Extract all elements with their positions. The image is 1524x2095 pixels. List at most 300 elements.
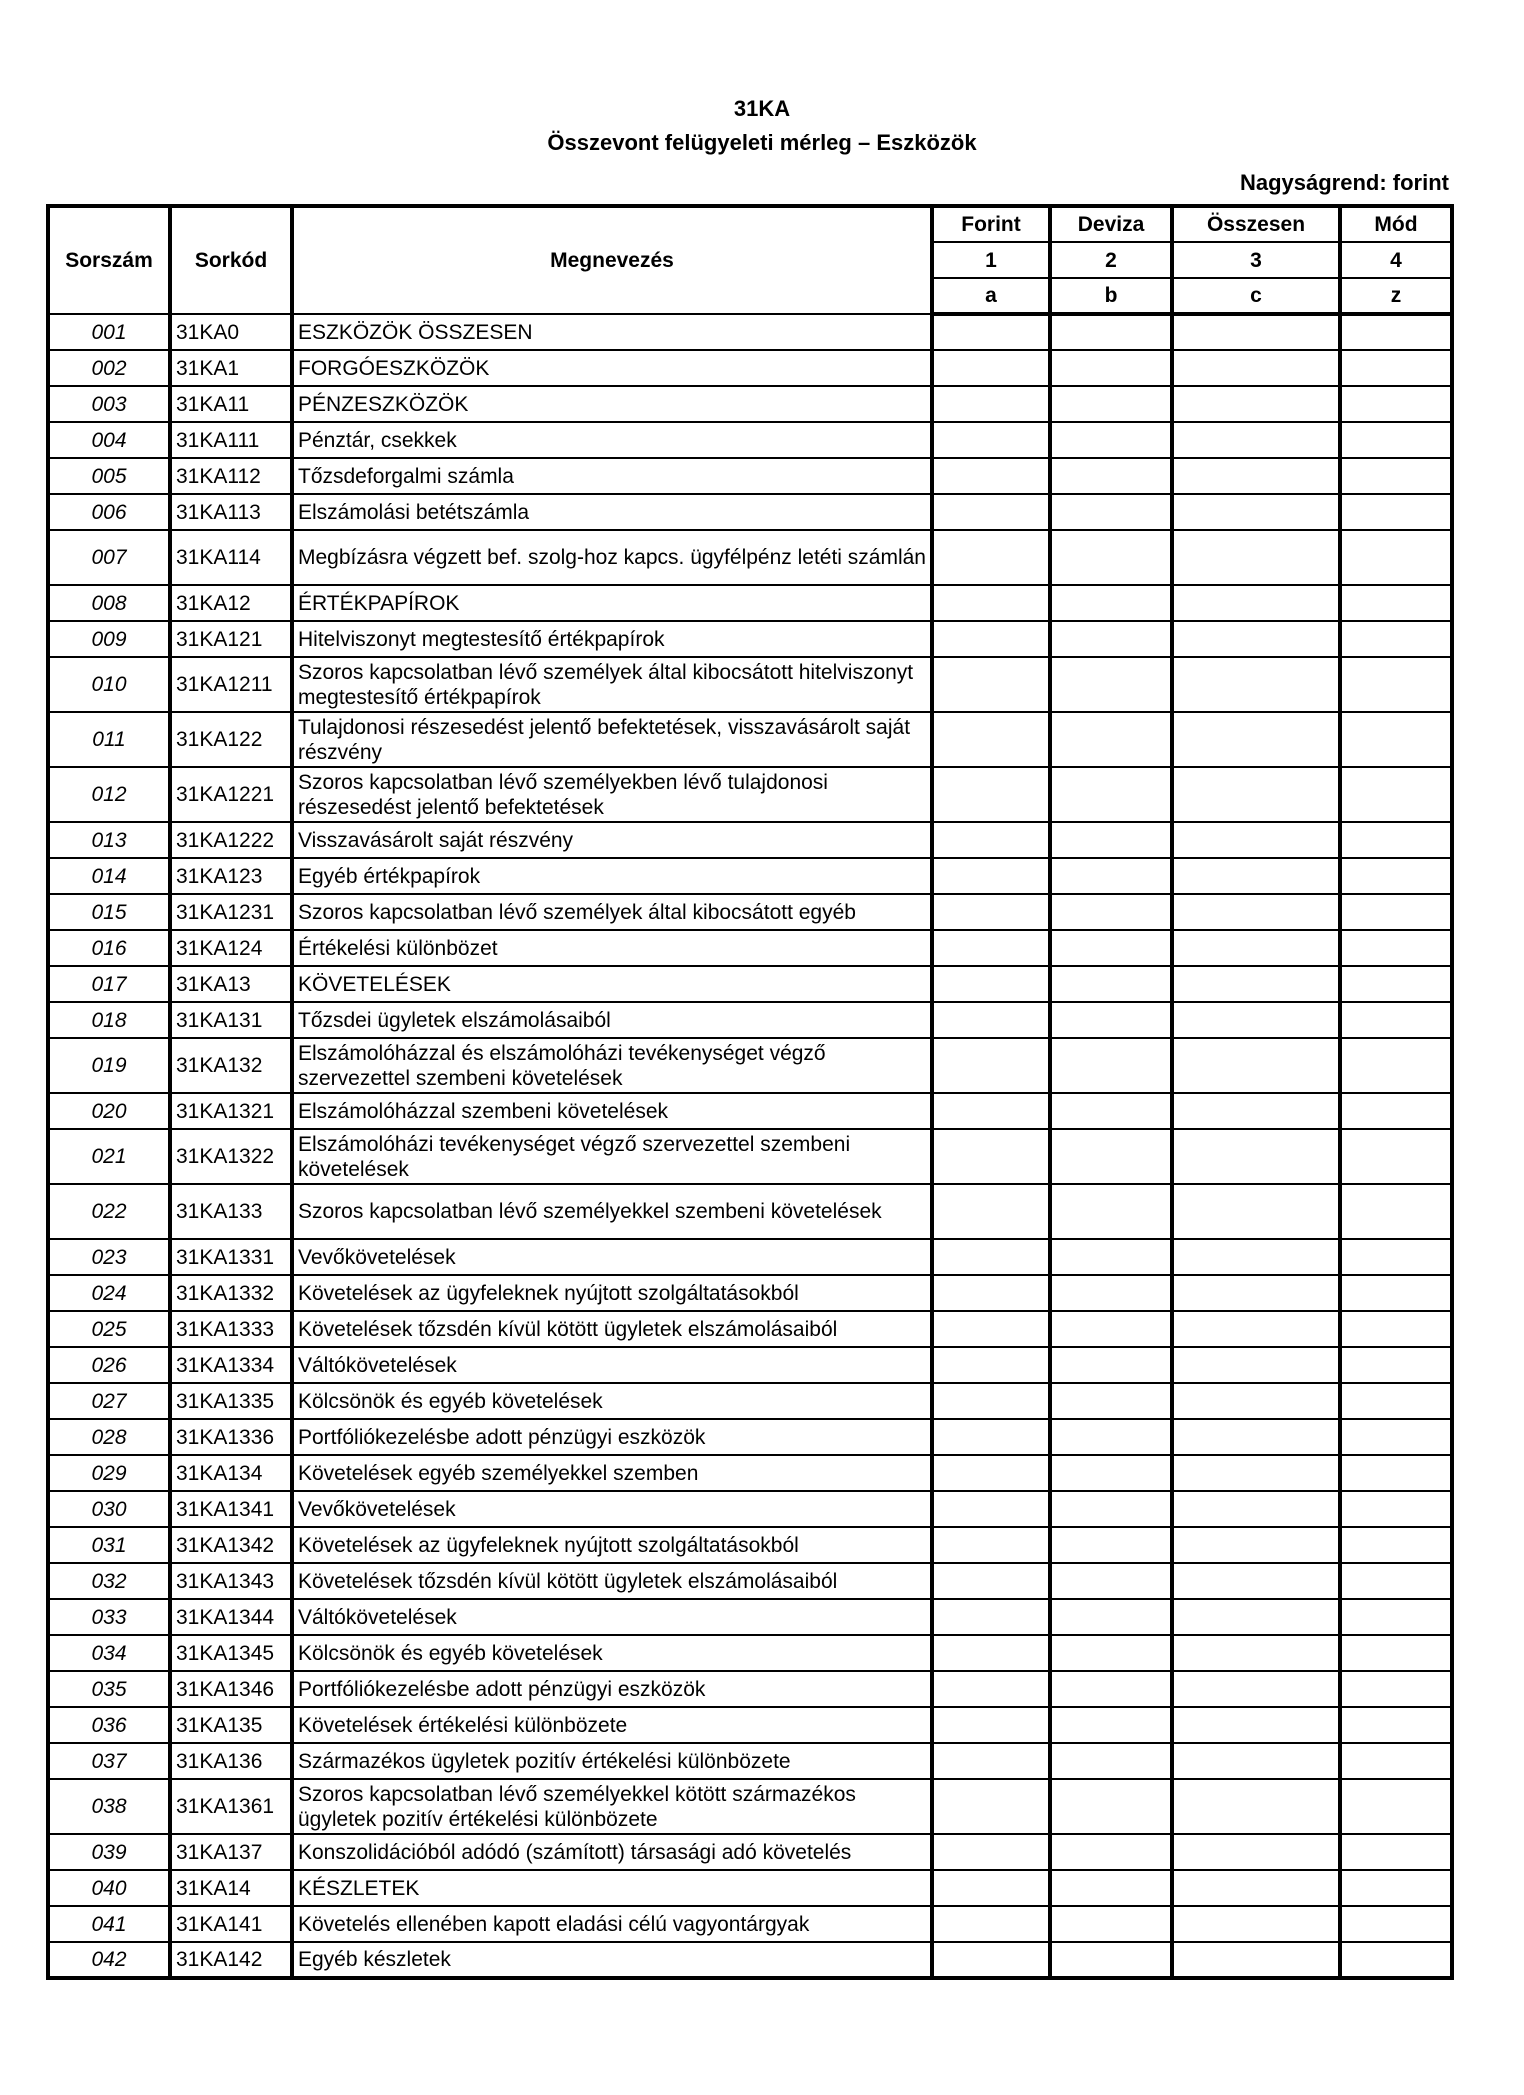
cell-deviza[interactable] <box>1050 1743 1172 1779</box>
row-name: Portfóliókezelésbe adott pénzügyi eszközök <box>292 1671 932 1707</box>
cell-osszesen[interactable] <box>1172 1347 1340 1383</box>
row-name: ÉRTÉKPAPÍROK <box>292 585 932 621</box>
cell-osszesen[interactable] <box>1172 657 1340 712</box>
cell-deviza[interactable] <box>1050 1779 1172 1834</box>
cell-mod[interactable] <box>1340 1129 1452 1184</box>
cell-mod[interactable] <box>1340 1779 1452 1834</box>
cell-osszesen[interactable] <box>1172 1002 1340 1038</box>
row-name: Hitelviszonyt megtestesítő értékpapírok <box>292 621 932 657</box>
row-number: 003 <box>48 386 170 422</box>
row-name: Kölcsönök és egyéb követelések <box>292 1635 932 1671</box>
cell-forint[interactable] <box>932 1671 1050 1707</box>
cell-osszesen[interactable] <box>1172 350 1340 386</box>
cell-mod[interactable] <box>1340 1527 1452 1563</box>
cell-osszesen[interactable] <box>1172 1184 1340 1239</box>
row-number: 011 <box>48 712 170 767</box>
cell-mod[interactable] <box>1340 1743 1452 1779</box>
cell-osszesen[interactable] <box>1172 1419 1340 1455</box>
row-code: 31KA137 <box>170 1834 292 1870</box>
row-name: Követelések tőzsdén kívül kötött ügyletek elszámolásaiból <box>292 1563 932 1599</box>
cell-deviza[interactable] <box>1050 1239 1172 1275</box>
cell-deviza[interactable] <box>1050 1707 1172 1743</box>
cell-mod[interactable] <box>1340 386 1452 422</box>
cell-forint[interactable] <box>932 1707 1050 1743</box>
cell-deviza[interactable] <box>1050 1419 1172 1455</box>
cell-deviza[interactable] <box>1050 585 1172 621</box>
cell-osszesen[interactable] <box>1172 1455 1340 1491</box>
cell-deviza[interactable] <box>1050 930 1172 966</box>
cell-deviza[interactable] <box>1050 530 1172 585</box>
cell-deviza[interactable] <box>1050 458 1172 494</box>
row-name: Egyéb készletek <box>292 1942 932 1978</box>
cell-mod[interactable] <box>1340 1906 1452 1942</box>
cell-deviza[interactable] <box>1050 494 1172 530</box>
row-number: 017 <box>48 966 170 1002</box>
cell-deviza[interactable] <box>1050 966 1172 1002</box>
row-name: PÉNZESZKÖZÖK <box>292 386 932 422</box>
cell-osszesen[interactable] <box>1172 1527 1340 1563</box>
row-name: Szoros kapcsolatban lévő személyek által kibocsátott egyéb <box>292 894 932 930</box>
table-row <box>48 494 1452 530</box>
table-row <box>48 314 1452 350</box>
cell-osszesen[interactable] <box>1172 966 1340 1002</box>
cell-forint[interactable] <box>932 494 1050 530</box>
cell-deviza[interactable] <box>1050 657 1172 712</box>
cell-deviza[interactable] <box>1050 712 1172 767</box>
row-number: 009 <box>48 621 170 657</box>
cell-mod[interactable] <box>1340 1942 1452 1978</box>
cell-forint[interactable] <box>932 1563 1050 1599</box>
cell-deviza[interactable] <box>1050 314 1172 350</box>
cell-osszesen[interactable] <box>1172 386 1340 422</box>
cell-deviza[interactable] <box>1050 1870 1172 1906</box>
cell-deviza[interactable] <box>1050 1093 1172 1129</box>
row-code: 31KA136 <box>170 1743 292 1779</box>
row-number: 014 <box>48 858 170 894</box>
cell-osszesen[interactable] <box>1172 1707 1340 1743</box>
row-number: 024 <box>48 1275 170 1311</box>
cell-osszesen[interactable] <box>1172 494 1340 530</box>
cell-osszesen[interactable] <box>1172 1129 1340 1184</box>
cell-forint[interactable] <box>932 1491 1050 1527</box>
cell-osszesen[interactable] <box>1172 530 1340 585</box>
cell-mod[interactable] <box>1340 1635 1452 1671</box>
cell-osszesen[interactable] <box>1172 1275 1340 1311</box>
cell-deviza[interactable] <box>1050 1599 1172 1635</box>
row-name: Követelések egyéb személyekkel szemben <box>292 1455 932 1491</box>
row-code: 31KA1342 <box>170 1527 292 1563</box>
row-number: 028 <box>48 1419 170 1455</box>
row-code: 31KA1322 <box>170 1129 292 1184</box>
col-letter-b: b <box>1050 278 1172 314</box>
cell-mod[interactable] <box>1340 1093 1452 1129</box>
table-row <box>48 1311 1452 1347</box>
cell-forint[interactable] <box>932 350 1050 386</box>
cell-mod[interactable] <box>1340 1870 1452 1906</box>
col-letter-c: c <box>1172 278 1340 314</box>
cell-mod[interactable] <box>1340 1311 1452 1347</box>
row-name: Követelések az ügyfeleknek nyújtott szolgáltatásokból <box>292 1527 932 1563</box>
table-row <box>48 585 1452 621</box>
cell-forint[interactable] <box>932 314 1050 350</box>
table-row <box>48 1038 1452 1093</box>
table-row <box>48 1383 1452 1419</box>
cell-deviza[interactable] <box>1050 1455 1172 1491</box>
row-code: 31KA112 <box>170 458 292 494</box>
row-name: Portfóliókezelésbe adott pénzügyi eszközök <box>292 1419 932 1455</box>
cell-mod[interactable] <box>1340 657 1452 712</box>
cell-deviza[interactable] <box>1050 1491 1172 1527</box>
row-code: 31KA135 <box>170 1707 292 1743</box>
row-name: Szoros kapcsolatban lévő személyekkel szembeni követelések <box>292 1184 932 1239</box>
cell-forint[interactable] <box>932 585 1050 621</box>
cell-forint[interactable] <box>932 657 1050 712</box>
cell-osszesen[interactable] <box>1172 1743 1340 1779</box>
col-num-3: 3 <box>1172 242 1340 278</box>
cell-forint[interactable] <box>932 1129 1050 1184</box>
table-row <box>48 657 1452 712</box>
cell-forint[interactable] <box>932 712 1050 767</box>
cell-forint[interactable] <box>932 1184 1050 1239</box>
cell-deviza[interactable] <box>1050 1635 1172 1671</box>
cell-osszesen[interactable] <box>1172 1635 1340 1671</box>
row-name: Vevőkövetelések <box>292 1491 932 1527</box>
cell-osszesen[interactable] <box>1172 712 1340 767</box>
cell-mod[interactable] <box>1340 1184 1452 1239</box>
table-row <box>48 1347 1452 1383</box>
table-row <box>48 858 1452 894</box>
row-name: Váltókövetelések <box>292 1599 932 1635</box>
row-name: Vevőkövetelések <box>292 1239 932 1275</box>
cell-forint[interactable] <box>932 1834 1050 1870</box>
row-code: 31KA123 <box>170 858 292 894</box>
balance-table <box>46 204 1454 1980</box>
table-row <box>48 1563 1452 1599</box>
row-code: 31KA1343 <box>170 1563 292 1599</box>
row-name: Konszolidációból adódó (számított) társasági adó követelés <box>292 1834 932 1870</box>
cell-forint[interactable] <box>932 621 1050 657</box>
cell-osszesen[interactable] <box>1172 1383 1340 1419</box>
table-row <box>48 822 1452 858</box>
cell-forint[interactable] <box>932 1419 1050 1455</box>
row-name: KÖVETELÉSEK <box>292 966 932 1002</box>
row-code: 31KA111 <box>170 422 292 458</box>
row-code: 31KA12 <box>170 585 292 621</box>
table-row <box>48 1239 1452 1275</box>
cell-deviza[interactable] <box>1050 1129 1172 1184</box>
table-row <box>48 1002 1452 1038</box>
row-name: Követelés ellenében kapott eladási célú vagyontárgyak <box>292 1906 932 1942</box>
cell-forint[interactable] <box>932 1275 1050 1311</box>
row-code: 31KA113 <box>170 494 292 530</box>
row-number: 041 <box>48 1906 170 1942</box>
cell-mod[interactable] <box>1340 894 1452 930</box>
cell-osszesen[interactable] <box>1172 585 1340 621</box>
row-code: 31KA1332 <box>170 1275 292 1311</box>
cell-deviza[interactable] <box>1050 1002 1172 1038</box>
table-row <box>48 1779 1452 1834</box>
cell-osszesen[interactable] <box>1172 1870 1340 1906</box>
row-code: 31KA1344 <box>170 1599 292 1635</box>
cell-mod[interactable] <box>1340 1038 1452 1093</box>
row-name: Értékelési különbözet <box>292 930 932 966</box>
col-header-osszesen: Összesen <box>1172 206 1340 242</box>
row-number: 007 <box>48 530 170 585</box>
cell-mod[interactable] <box>1340 1834 1452 1870</box>
cell-mod[interactable] <box>1340 822 1452 858</box>
cell-osszesen[interactable] <box>1172 1563 1340 1599</box>
table-row <box>48 1275 1452 1311</box>
row-code: 31KA1333 <box>170 1311 292 1347</box>
row-code: 31KA133 <box>170 1184 292 1239</box>
row-name: ESZKÖZÖK ÖSSZESEN <box>292 314 932 350</box>
cell-forint[interactable] <box>932 1599 1050 1635</box>
cell-forint[interactable] <box>932 1347 1050 1383</box>
row-code: 31KA1221 <box>170 767 292 822</box>
cell-osszesen[interactable] <box>1172 1239 1340 1275</box>
row-code: 31KA1 <box>170 350 292 386</box>
cell-mod[interactable] <box>1340 1383 1452 1419</box>
row-number: 034 <box>48 1635 170 1671</box>
row-code: 31KA1336 <box>170 1419 292 1455</box>
cell-mod[interactable] <box>1340 1239 1452 1275</box>
table-row <box>48 386 1452 422</box>
cell-deviza[interactable] <box>1050 1834 1172 1870</box>
cell-forint[interactable] <box>932 1311 1050 1347</box>
cell-forint[interactable] <box>932 1779 1050 1834</box>
cell-mod[interactable] <box>1340 530 1452 585</box>
table-row <box>48 1834 1452 1870</box>
cell-deviza[interactable] <box>1050 1942 1172 1978</box>
table-row <box>48 1707 1452 1743</box>
row-code: 31KA134 <box>170 1455 292 1491</box>
cell-deviza[interactable] <box>1050 1527 1172 1563</box>
cell-mod[interactable] <box>1340 1599 1452 1635</box>
row-number: 021 <box>48 1129 170 1184</box>
cell-osszesen[interactable] <box>1172 930 1340 966</box>
unit-label: Nagyságrend: forint <box>1239 170 1449 195</box>
row-name: KÉSZLETEK <box>292 1870 932 1906</box>
cell-mod[interactable] <box>1340 621 1452 657</box>
col-letter-a: a <box>932 278 1050 314</box>
cell-deviza[interactable] <box>1050 621 1172 657</box>
cell-mod[interactable] <box>1340 1002 1452 1038</box>
row-code: 31KA1361 <box>170 1779 292 1834</box>
table-body <box>48 314 1452 1978</box>
row-number: 005 <box>48 458 170 494</box>
row-name: Tőzsdei ügyletek elszámolásaiból <box>292 1002 932 1038</box>
cell-osszesen[interactable] <box>1172 1093 1340 1129</box>
cell-mod[interactable] <box>1340 1563 1452 1599</box>
row-number: 010 <box>48 657 170 712</box>
cell-forint[interactable] <box>932 822 1050 858</box>
col-header-forint: Forint <box>932 206 1050 242</box>
row-name: Követelések az ügyfeleknek nyújtott szolgáltatásokból <box>292 1275 932 1311</box>
table-row <box>48 1599 1452 1635</box>
row-number: 001 <box>48 314 170 350</box>
cell-mod[interactable] <box>1340 1491 1452 1527</box>
cell-deviza[interactable] <box>1050 1383 1172 1419</box>
cell-forint[interactable] <box>932 1239 1050 1275</box>
row-code: 31KA142 <box>170 1942 292 1978</box>
cell-deviza[interactable] <box>1050 386 1172 422</box>
row-name: Visszavásárolt saját részvény <box>292 822 932 858</box>
cell-forint[interactable] <box>932 1906 1050 1942</box>
cell-mod[interactable] <box>1340 458 1452 494</box>
cell-osszesen[interactable] <box>1172 1038 1340 1093</box>
row-name: Szoros kapcsolatban lévő személyekkel kötött származékos ügyletek pozitív értékelési különbözete <box>292 1779 932 1834</box>
cell-osszesen[interactable] <box>1172 314 1340 350</box>
cell-mod[interactable] <box>1340 930 1452 966</box>
cell-deviza[interactable] <box>1050 1184 1172 1239</box>
row-code: 31KA131 <box>170 1002 292 1038</box>
table-row <box>48 1671 1452 1707</box>
row-number: 039 <box>48 1834 170 1870</box>
cell-osszesen[interactable] <box>1172 422 1340 458</box>
cell-forint[interactable] <box>932 1002 1050 1038</box>
row-code: 31KA1346 <box>170 1671 292 1707</box>
cell-deviza[interactable] <box>1050 822 1172 858</box>
row-code: 31KA13 <box>170 966 292 1002</box>
cell-forint[interactable] <box>932 1093 1050 1129</box>
row-code: 31KA1335 <box>170 1383 292 1419</box>
table-row <box>48 1906 1452 1942</box>
cell-mod[interactable] <box>1340 966 1452 1002</box>
cell-mod[interactable] <box>1340 1275 1452 1311</box>
cell-forint[interactable] <box>932 386 1050 422</box>
cell-mod[interactable] <box>1340 314 1452 350</box>
row-number: 035 <box>48 1671 170 1707</box>
cell-osszesen[interactable] <box>1172 1311 1340 1347</box>
cell-deviza[interactable] <box>1050 1347 1172 1383</box>
table-row <box>48 966 1452 1002</box>
cell-forint[interactable] <box>932 930 1050 966</box>
cell-forint[interactable] <box>932 422 1050 458</box>
cell-forint[interactable] <box>932 966 1050 1002</box>
cell-forint[interactable] <box>932 1455 1050 1491</box>
cell-deviza[interactable] <box>1050 1563 1172 1599</box>
cell-osszesen[interactable] <box>1172 1942 1340 1978</box>
row-name: Szoros kapcsolatban lévő személyek által kibocsátott hitelviszonyt megtestesítő értékpapírok <box>292 657 932 712</box>
col-header-deviza: Deviza <box>1050 206 1172 242</box>
cell-osszesen[interactable] <box>1172 1906 1340 1942</box>
cell-mod[interactable] <box>1340 350 1452 386</box>
cell-mod[interactable] <box>1340 1671 1452 1707</box>
row-name: Elszámolási betétszámla <box>292 494 932 530</box>
cell-deviza[interactable] <box>1050 422 1172 458</box>
cell-forint[interactable] <box>932 1743 1050 1779</box>
cell-osszesen[interactable] <box>1172 1491 1340 1527</box>
cell-mod[interactable] <box>1340 422 1452 458</box>
cell-mod[interactable] <box>1340 712 1452 767</box>
row-code: 31KA132 <box>170 1038 292 1093</box>
cell-deviza[interactable] <box>1050 1671 1172 1707</box>
row-name: Elszámolóházzal és elszámolóházi tevékenységet végző szervezettel szembeni követelések <box>292 1038 932 1093</box>
row-number: 022 <box>48 1184 170 1239</box>
cell-forint[interactable] <box>932 1038 1050 1093</box>
cell-mod[interactable] <box>1340 1455 1452 1491</box>
row-code: 31KA1334 <box>170 1347 292 1383</box>
cell-deviza[interactable] <box>1050 858 1172 894</box>
cell-osszesen[interactable] <box>1172 894 1340 930</box>
cell-forint[interactable] <box>932 458 1050 494</box>
row-number: 018 <box>48 1002 170 1038</box>
table-row <box>48 1527 1452 1563</box>
cell-forint[interactable] <box>932 858 1050 894</box>
row-name: Megbízásra végzett bef. szolg-hoz kapcs. ügyfélpénz letéti számlán <box>292 530 932 585</box>
cell-forint[interactable] <box>932 1383 1050 1419</box>
cell-osszesen[interactable] <box>1172 621 1340 657</box>
cell-forint[interactable] <box>932 1942 1050 1978</box>
row-name: Egyéb értékpapírok <box>292 858 932 894</box>
cell-forint[interactable] <box>932 767 1050 822</box>
cell-osszesen[interactable] <box>1172 858 1340 894</box>
cell-osszesen[interactable] <box>1172 1671 1340 1707</box>
cell-deviza[interactable] <box>1050 1038 1172 1093</box>
col-header-sorszam: Sorszám <box>48 206 170 314</box>
col-num-2: 2 <box>1050 242 1172 278</box>
cell-forint[interactable] <box>932 1527 1050 1563</box>
col-num-1: 1 <box>932 242 1050 278</box>
row-number: 027 <box>48 1383 170 1419</box>
cell-deviza[interactable] <box>1050 894 1172 930</box>
row-code: 31KA1345 <box>170 1635 292 1671</box>
cell-mod[interactable] <box>1340 585 1452 621</box>
table-row <box>48 1093 1452 1129</box>
cell-forint[interactable] <box>932 1870 1050 1906</box>
table-row <box>48 1942 1452 1978</box>
cell-mod[interactable] <box>1340 1419 1452 1455</box>
row-number: 016 <box>48 930 170 966</box>
row-code: 31KA141 <box>170 1906 292 1942</box>
table-row <box>48 1455 1452 1491</box>
cell-osszesen[interactable] <box>1172 1834 1340 1870</box>
cell-mod[interactable] <box>1340 1347 1452 1383</box>
row-number: 033 <box>48 1599 170 1635</box>
cell-mod[interactable] <box>1340 858 1452 894</box>
cell-mod[interactable] <box>1340 1707 1452 1743</box>
row-number: 036 <box>48 1707 170 1743</box>
cell-deviza[interactable] <box>1050 767 1172 822</box>
cell-deviza[interactable] <box>1050 1906 1172 1942</box>
cell-forint[interactable] <box>932 1635 1050 1671</box>
row-number: 015 <box>48 894 170 930</box>
row-code: 31KA1231 <box>170 894 292 930</box>
cell-osszesen[interactable] <box>1172 1599 1340 1635</box>
row-number: 019 <box>48 1038 170 1093</box>
row-code: 31KA1341 <box>170 1491 292 1527</box>
row-number: 023 <box>48 1239 170 1275</box>
cell-osszesen[interactable] <box>1172 458 1340 494</box>
row-name: Kölcsönök és egyéb követelések <box>292 1383 932 1419</box>
cell-deviza[interactable] <box>1050 350 1172 386</box>
table-row <box>48 930 1452 966</box>
cell-mod[interactable] <box>1340 494 1452 530</box>
cell-osszesen[interactable] <box>1172 1779 1340 1834</box>
cell-deviza[interactable] <box>1050 1275 1172 1311</box>
row-number: 025 <box>48 1311 170 1347</box>
cell-deviza[interactable] <box>1050 1311 1172 1347</box>
cell-forint[interactable] <box>932 894 1050 930</box>
row-number: 037 <box>48 1743 170 1779</box>
col-header-megnevezes: Megnevezés <box>292 206 932 314</box>
cell-forint[interactable] <box>932 530 1050 585</box>
cell-mod[interactable] <box>1340 767 1452 822</box>
cell-osszesen[interactable] <box>1172 767 1340 822</box>
cell-osszesen[interactable] <box>1172 822 1340 858</box>
row-number: 008 <box>48 585 170 621</box>
row-number: 038 <box>48 1779 170 1834</box>
